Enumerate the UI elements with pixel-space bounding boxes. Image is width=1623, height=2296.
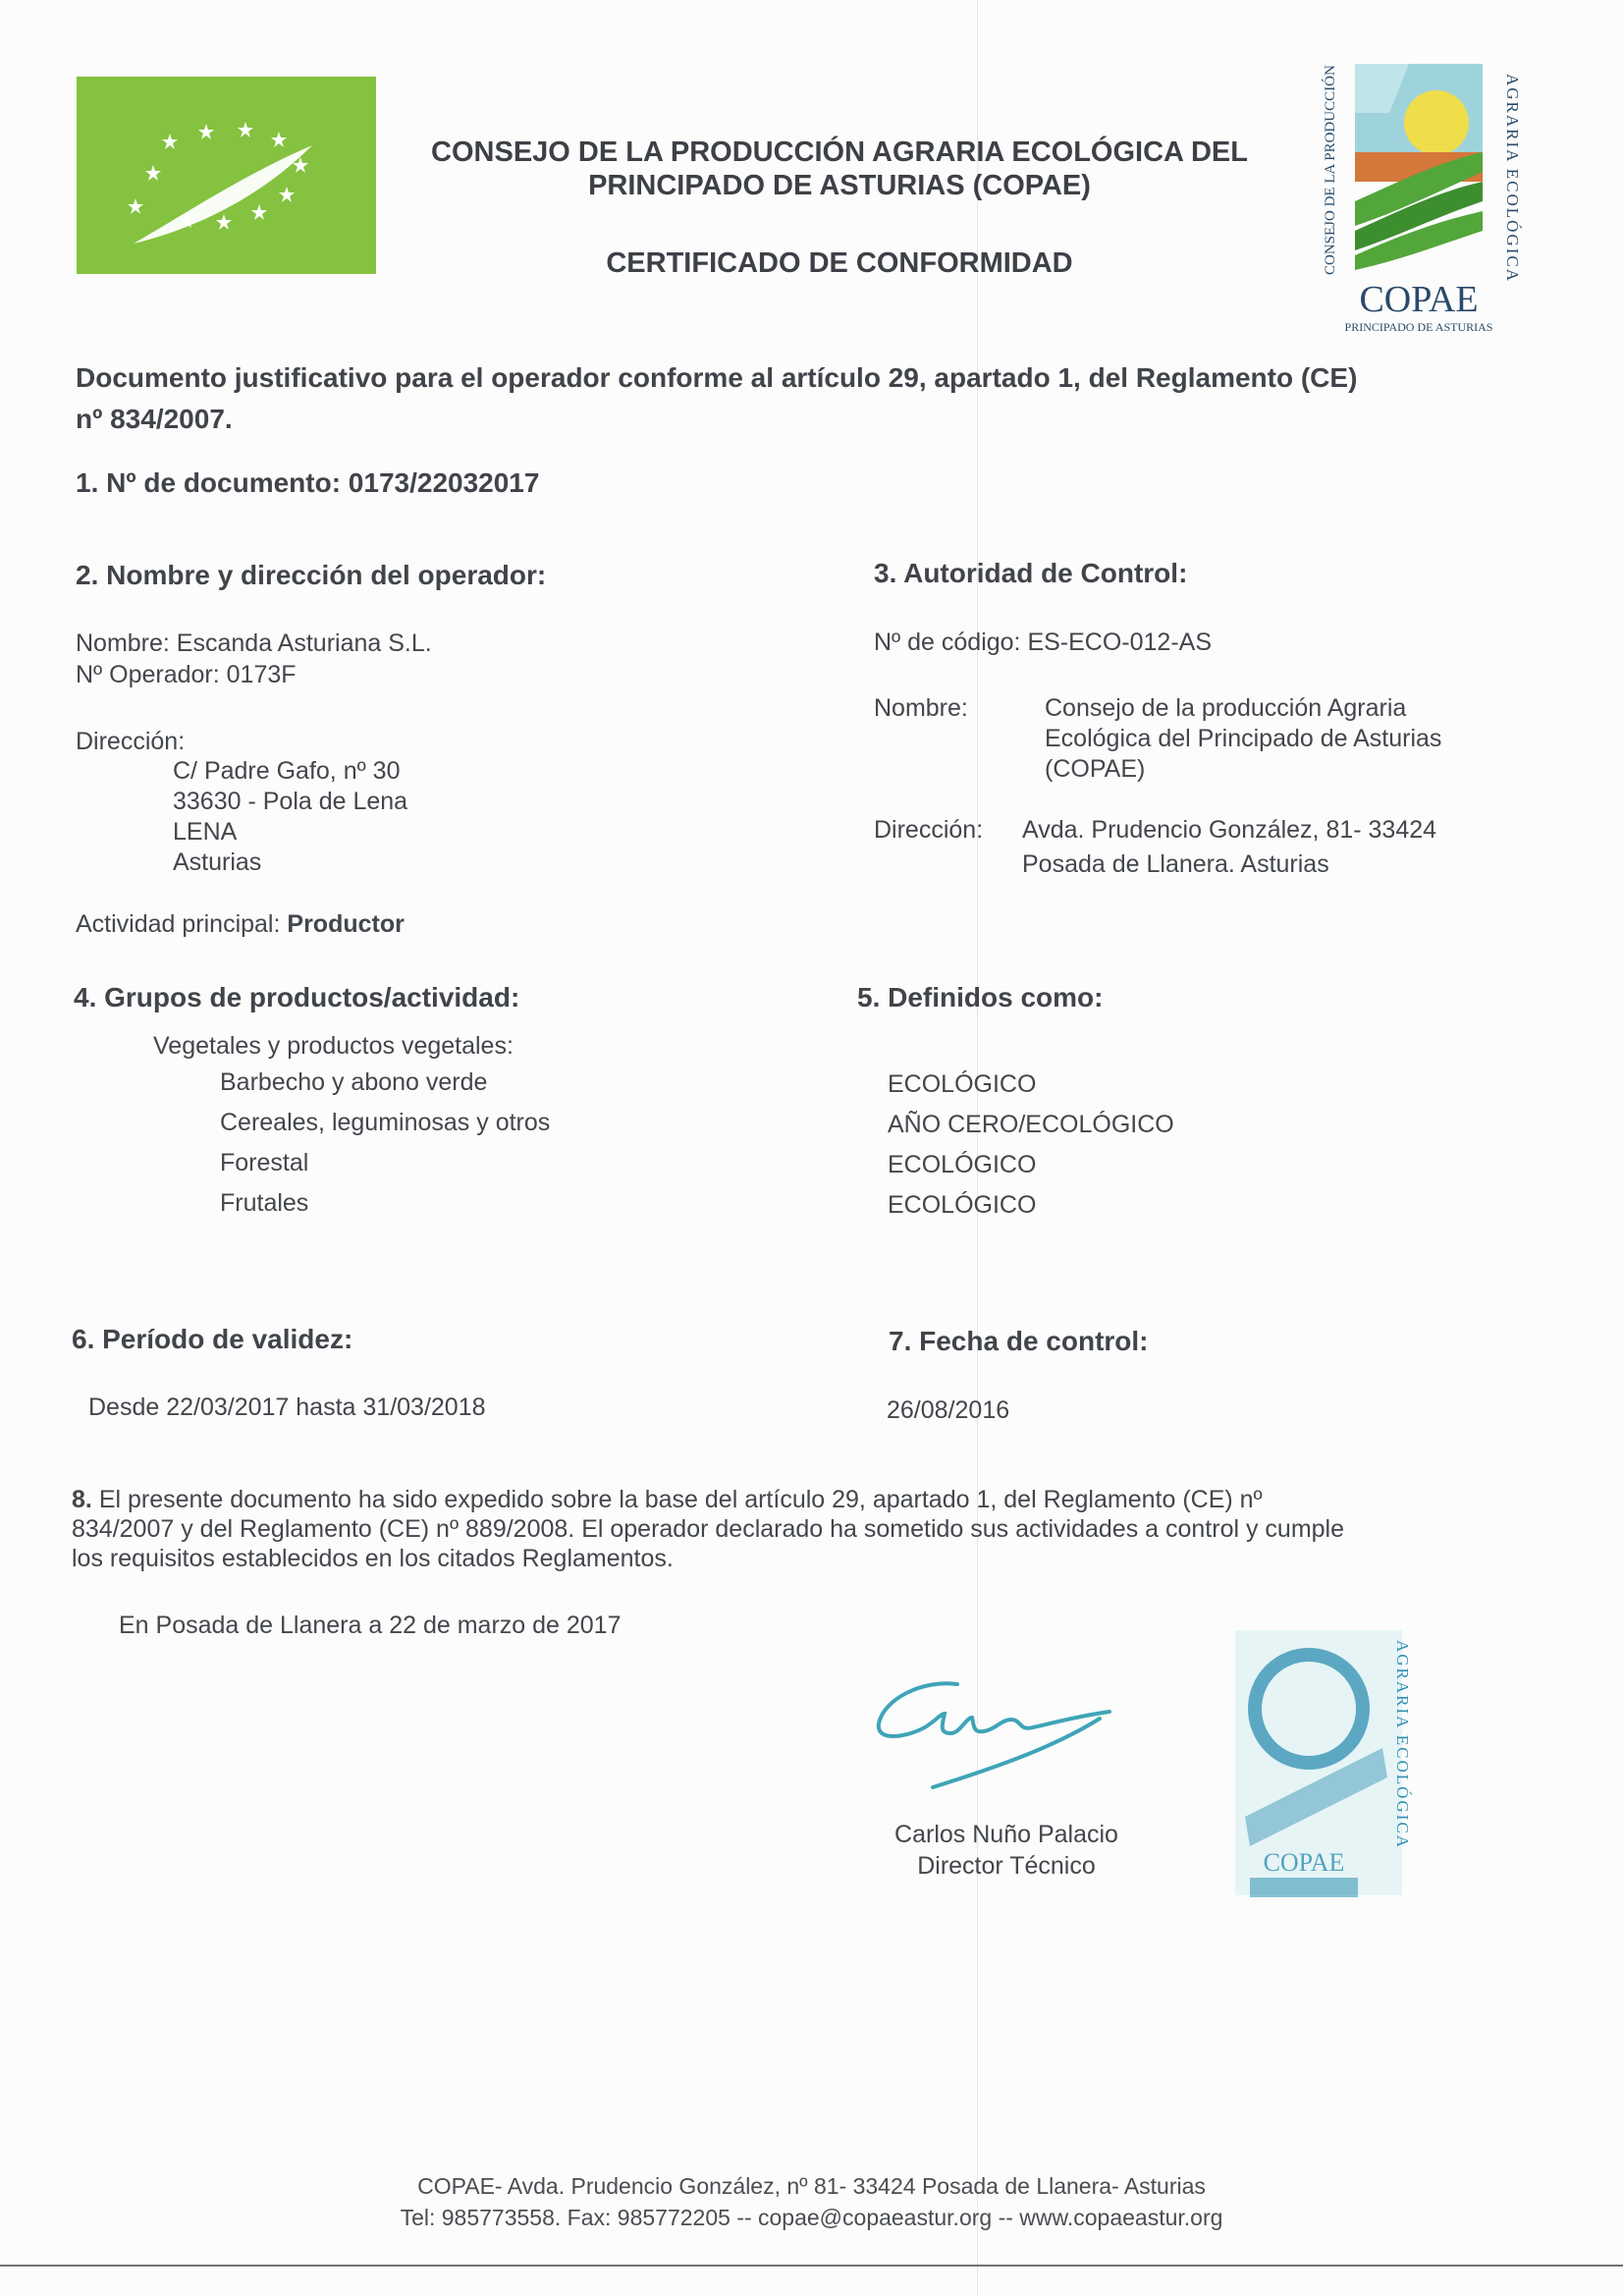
footer — [0, 2170, 1623, 2233]
stamp-vertical-text: AGRARIA ECOLÓGICA — [1393, 1640, 1412, 1849]
eu-organic-logo — [77, 77, 376, 274]
control-code: Nº de código: ES-ECO-012-AS — [874, 629, 1213, 656]
authority-name-line: Consejo de la producción Agraria — [1045, 694, 1407, 722]
validity-period-value: Desde 22/03/2017 hasta 31/03/2018 — [88, 1394, 486, 1421]
main-activity-value: Productor — [287, 910, 405, 938]
product-item: Frutales — [220, 1189, 309, 1217]
legal-statement-number: 8. — [72, 1486, 92, 1513]
intro-line-2: nº 834/2007. — [76, 404, 233, 434]
legal-statement — [72, 1485, 1486, 1515]
authority-address-line: Avda. Prudencio González, 81- 33424 — [1022, 816, 1437, 844]
operator-address-label: Dirección: — [76, 728, 186, 755]
legal-statement-line: El presente documento ha sido expedido sobre la base del artículo 29, apartado 1, del Reglamento (CE) nº — [98, 1486, 1263, 1513]
certificate-title: CERTIFICADO DE CONFORMIDAD — [606, 247, 1073, 279]
product-item: Barbecho y abono verde — [220, 1068, 488, 1096]
main-activity — [76, 909, 405, 940]
product-item: Cereales, leguminosas y otros — [220, 1109, 551, 1136]
operator-number: Nº Operador: 0173F — [76, 661, 297, 688]
control-date-value: 26/08/2016 — [887, 1396, 1010, 1424]
legal-statement-line: 834/2007 y del Reglamento (CE) nº 889/2008. El operador declarado ha sometido sus actividades a control y cumple — [72, 1515, 1345, 1543]
authority-name-line: (COPAE) — [1045, 755, 1146, 783]
control-date-heading: 7. Fecha de control: — [889, 1326, 1149, 1356]
operator-name: Nombre: Escanda Asturiana S.L. — [76, 629, 432, 657]
signatory-title: Director Técnico — [917, 1852, 1096, 1880]
main-activity-label: Actividad principal: — [76, 910, 288, 938]
operator-address-line: Asturias — [173, 848, 262, 876]
operator-heading: 2. Nombre y dirección del operador: — [76, 560, 547, 590]
authority-address-label: Dirección: — [874, 816, 984, 844]
operator-address-line: C/ Padre Gafo, nº 30 — [173, 757, 401, 785]
document-number: 1. Nº de documento: 0173/22032017 — [76, 467, 540, 498]
stamp-wordmark: COPAE — [1263, 1848, 1345, 1877]
product-group: Vegetales y productos vegetales: — [153, 1032, 514, 1060]
copae-logo-wordmark: COPAE — [1359, 279, 1479, 320]
eu-organic-leaf-icon — [77, 77, 376, 274]
signature — [864, 1655, 1159, 1802]
issuing-organization — [373, 136, 1306, 202]
operator-address-line: 33630 - Pola de Lena — [173, 788, 408, 815]
intro-statement — [76, 357, 1509, 440]
paper-fold-line — [977, 0, 978, 2296]
defined-as-item: ECOLÓGICO — [888, 1070, 1037, 1098]
validity-period-heading: 6. Período de validez: — [72, 1324, 353, 1354]
operator-address-line: LENA — [173, 818, 238, 846]
legal-statement-line: los requisitos establecidos en los citados Reglamentos. — [72, 1545, 674, 1572]
copae-logo-subtitle: PRINCIPADO DE ASTURIAS — [1344, 320, 1493, 334]
org-name-line-2: PRINCIPADO DE ASTURIAS (COPAE) — [588, 170, 1091, 201]
authority-name-line: Ecológica del Principado de Asturias — [1045, 725, 1442, 752]
defined-as-item: ECOLÓGICO — [888, 1151, 1037, 1178]
intro-line-1: Documento justificativo para el operador conforme al artículo 29, apartado 1, del Reglamento (CE) — [76, 362, 1358, 393]
product-item: Forestal — [220, 1149, 309, 1176]
defined-as-heading: 5. Definidos como: — [857, 982, 1104, 1012]
bottom-rule — [0, 2265, 1623, 2267]
authority-address-line: Posada de Llanera. Asturias — [1022, 850, 1329, 878]
authority-name-label: Nombre: — [874, 694, 968, 722]
copae-logo-arc-top: CONSEJO DE LA PRODUCCIÓN — [1323, 65, 1338, 275]
org-name-line-1: CONSEJO DE LA PRODUCCIÓN AGRARIA ECOLÓGICA DEL — [431, 137, 1248, 168]
control-authority-heading: 3. Autoridad de Control: — [874, 558, 1188, 588]
footer-address: COPAE- Avda. Prudencio González, nº 81- 33424 Posada de Llanera- Asturias — [417, 2173, 1206, 2199]
place-and-date: En Posada de Llanera a 22 de marzo de 2017 — [119, 1612, 622, 1639]
defined-as-item: ECOLÓGICO — [888, 1191, 1037, 1219]
copae-logo — [1321, 54, 1522, 339]
copae-logo-arc-right: AGRARIA ECOLÓGICA — [1503, 74, 1522, 283]
product-groups-heading: 4. Grupos de productos/actividad: — [74, 982, 520, 1012]
footer-contact: Tel: 985773558. Fax: 985772205 -- copae@copaeastur.org -- www.copaeastur.org — [400, 2205, 1223, 2230]
defined-as-item: AÑO CERO/ECOLÓGICO — [888, 1111, 1174, 1138]
signatory-name: Carlos Nuño Palacio — [894, 1821, 1118, 1848]
official-stamp — [1225, 1620, 1422, 1915]
